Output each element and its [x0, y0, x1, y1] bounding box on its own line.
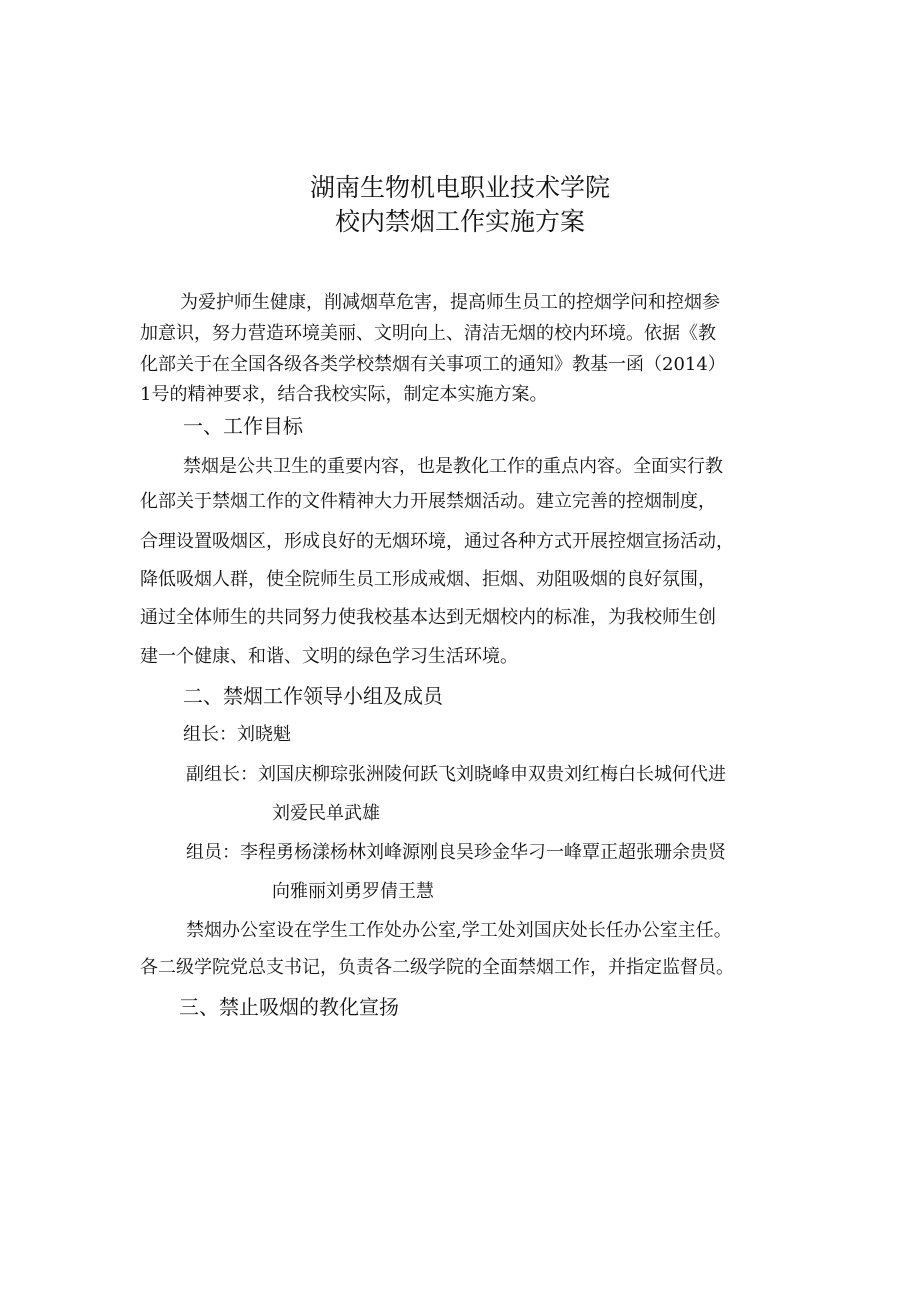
intro-line-4: 1号的精神要求，结合我校实际，制定本实施方案。: [140, 384, 548, 405]
document-title-line1: 湖南生物机电职业技术学院: [309, 173, 610, 202]
members-line-1: 组员：李程勇杨漾杨林刘峰源刚良吴珍金华刁一峰覃正超张珊余贵贤: [186, 842, 726, 863]
members-line-2: 向雅丽刘勇罗倩王慧: [272, 881, 434, 902]
section2-heading: 二、禁烟工作领导小组及成员: [183, 684, 443, 708]
section1-line-4: 降低吸烟人群，使全院师生员工形成戒烟、拒烟、劝阻吸烟的良好氛围，: [140, 569, 716, 590]
document-title-line2: 校内禁烟工作实施方案: [334, 207, 585, 236]
section1-line-1: 禁烟是公共卫生的重要内容，也是教化工作的重点内容。全面实行教: [183, 456, 723, 477]
intro-line-3: 化部关于在全国各级各类学校禁烟有关事项工的通知》教基一函（2014）: [140, 354, 726, 375]
deputy-line-2: 刘爱民单武雄: [272, 803, 380, 824]
intro-line-1: 为爱护师生健康，削减烟草危害，提高师生员工的控烟学问和控烟参: [180, 292, 720, 313]
section1-line-6: 建一个健康、和谐、文明的绿色学习生活环境。: [140, 646, 518, 667]
section3-heading: 三、禁止吸烟的教化宣扬: [179, 995, 399, 1019]
intro-line-2: 加意识，努力营造环境美丽、文明向上、清洁无烟的校内环境。依据《教: [140, 323, 716, 344]
section1-line-3: 合理设置吸烟区，形成良好的无烟环境，通过各种方式开展控烟宣扬活动，: [140, 531, 734, 552]
section1-line-2: 化部关于禁烟工作的文件精神大力开展禁烟活动。建立完善的控烟制度，: [140, 491, 716, 512]
office-line-1: 禁烟办公室设在学生工作处办公室,学工处刘国庆处长任办公室主任。: [186, 920, 732, 941]
leader-line: 组长：刘晓魁: [183, 724, 291, 745]
section1-line-5: 通过全体师生的共同努力使我校基本达到无烟校内的标准，为我校师生创: [140, 607, 716, 628]
deputy-line-1: 副组长：刘国庆柳琮张洲陵何跃飞刘晓峰申双贵刘红梅白长城何代进: [186, 764, 726, 785]
section1-heading: 一、工作目标: [183, 414, 303, 438]
office-line-2: 各二级学院党总支书记，负责各二级学院的全面禁烟工作，并指定监督员。: [140, 957, 734, 978]
